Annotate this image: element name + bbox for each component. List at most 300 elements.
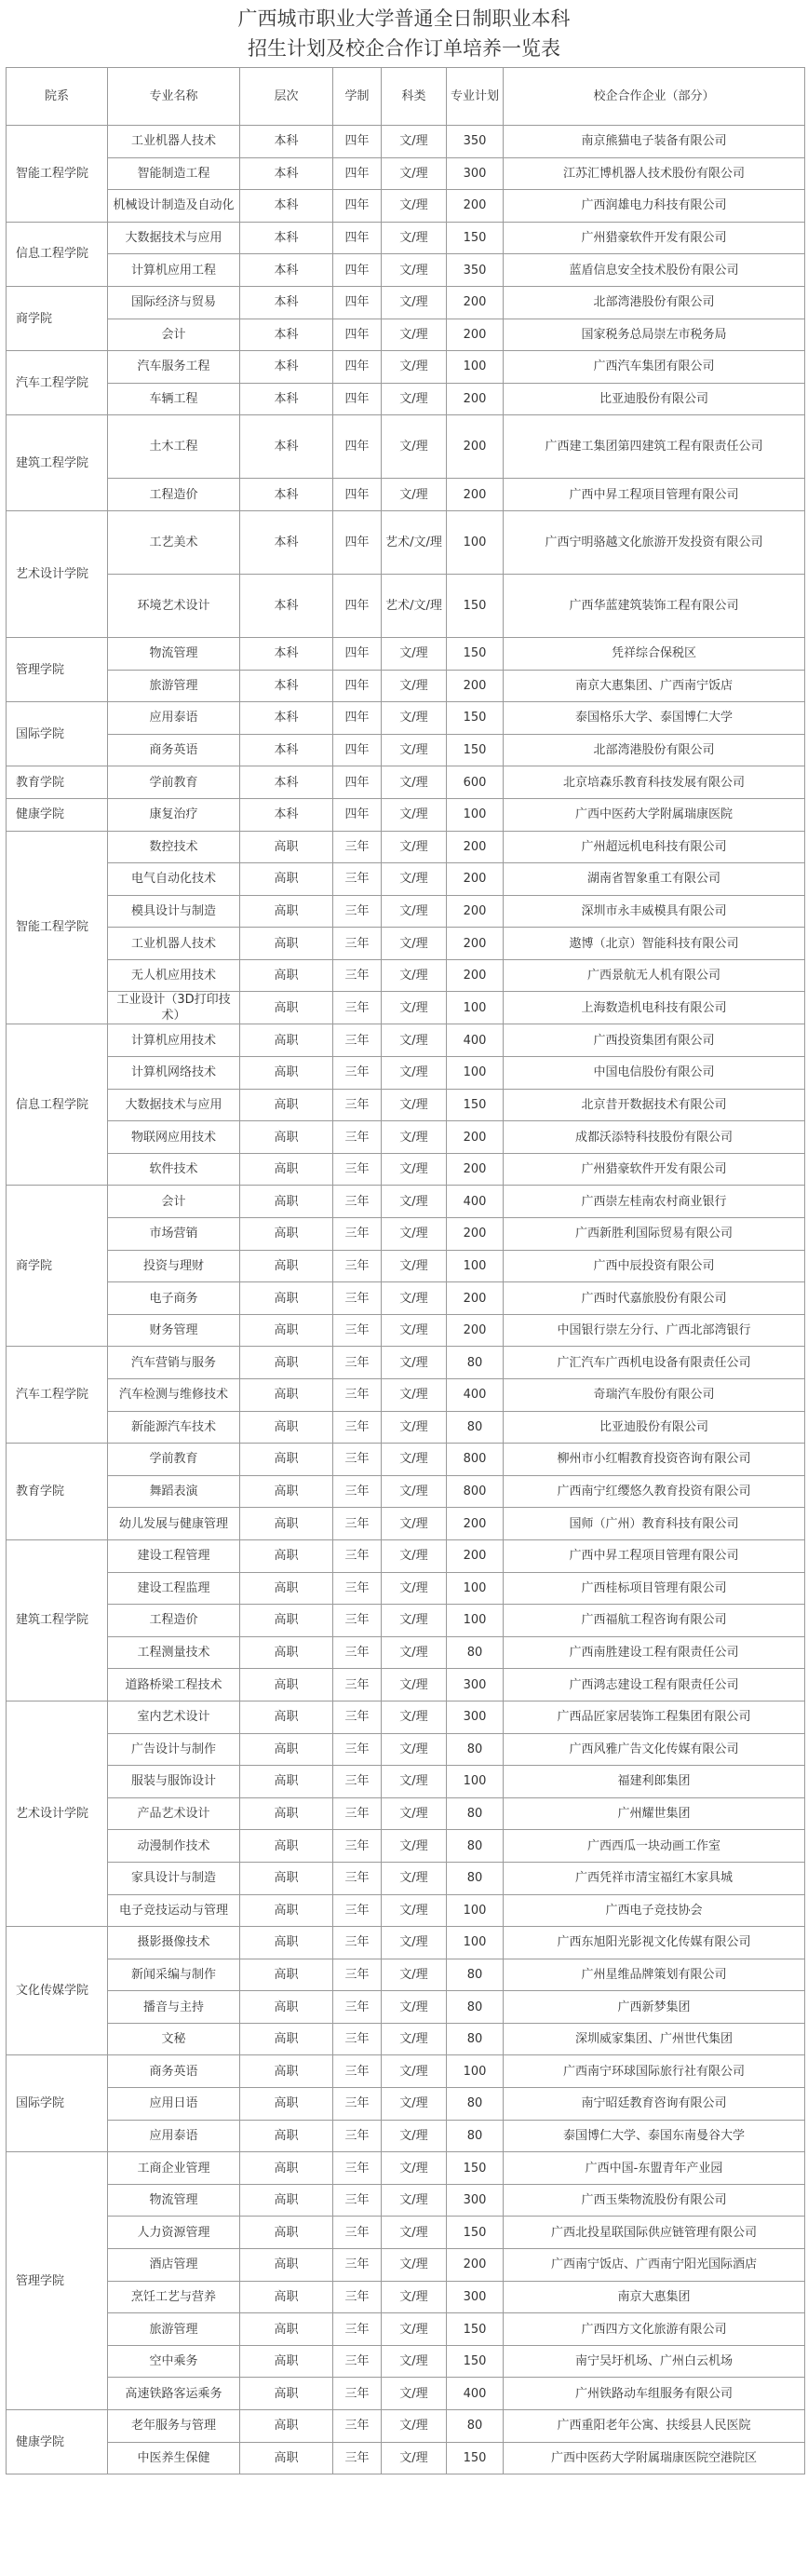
level-cell: 高职 xyxy=(240,928,333,960)
partner-cell: 广西鸿志建设工程有限责任公司 xyxy=(504,1669,805,1702)
school-cell: 教育学院 xyxy=(7,766,108,799)
category-cell: 文/理 xyxy=(382,2378,447,2410)
partner-cell: 南宁吴圩机场、广州白云机场 xyxy=(504,2345,805,2378)
level-cell: 高职 xyxy=(240,1250,333,1282)
major-cell: 应用泰语 xyxy=(108,702,240,735)
level-cell: 高职 xyxy=(240,1830,333,1863)
category-cell: 文/理 xyxy=(382,1347,447,1379)
table-row xyxy=(7,254,805,287)
table-row xyxy=(7,637,805,670)
plan-cell: 300 xyxy=(447,1669,504,1702)
category-cell: 文/理 xyxy=(382,2120,447,2152)
level-cell: 高职 xyxy=(240,1282,333,1315)
table-row xyxy=(7,351,805,384)
major-cell: 应用泰语 xyxy=(108,2120,240,2152)
duration-cell: 三年 xyxy=(333,1959,382,1991)
level-cell: 本科 xyxy=(240,126,333,158)
major-cell: 国际经济与贸易 xyxy=(108,286,240,319)
category-cell: 文/理 xyxy=(382,351,447,384)
level-cell: 高职 xyxy=(240,1797,333,1830)
table-row xyxy=(7,2023,805,2055)
duration-cell: 三年 xyxy=(333,1282,382,1315)
table-row xyxy=(7,1862,805,1894)
major-cell: 工程造价 xyxy=(108,479,240,511)
duration-cell: 三年 xyxy=(333,1089,382,1121)
table-row xyxy=(7,702,805,735)
major-cell: 康复治疗 xyxy=(108,798,240,831)
partner-cell: 蓝盾信息安全技术股份有限公司 xyxy=(504,254,805,287)
major-cell: 电子商务 xyxy=(108,1282,240,1315)
duration-cell: 三年 xyxy=(333,2410,382,2443)
duration-cell: 四年 xyxy=(333,190,382,223)
category-cell: 文/理 xyxy=(382,1991,447,2024)
plan-cell: 100 xyxy=(447,1250,504,1282)
school-cell: 智能工程学院 xyxy=(7,831,108,1024)
level-cell: 本科 xyxy=(240,702,333,735)
partner-cell: 广西南宁饭店、广西南宁阳光国际酒店 xyxy=(504,2249,805,2282)
table-row xyxy=(7,1605,805,1637)
plan-cell: 200 xyxy=(447,863,504,896)
partner-cell: 广西建工集团第四建筑工程有限责任公司 xyxy=(504,415,805,479)
major-cell: 服装与服饰设计 xyxy=(108,1766,240,1798)
plan-cell: 350 xyxy=(447,254,504,287)
major-cell: 车辆工程 xyxy=(108,383,240,415)
plan-cell: 200 xyxy=(447,959,504,992)
partner-cell: 广西品匠家居装饰工程集团有限公司 xyxy=(504,1701,805,1733)
duration-cell: 三年 xyxy=(333,831,382,863)
partner-cell: 中国银行崇左分行、广西北部湾银行 xyxy=(504,1314,805,1347)
duration-cell: 四年 xyxy=(333,319,382,351)
level-cell: 高职 xyxy=(240,1444,333,1476)
level-cell: 高职 xyxy=(240,2442,333,2474)
partner-cell: 比亚迪股份有限公司 xyxy=(504,383,805,415)
plan-cell: 100 xyxy=(447,1894,504,1927)
school-cell: 建筑工程学院 xyxy=(7,415,108,511)
duration-cell: 三年 xyxy=(333,2313,382,2346)
category-cell: 艺术/文/理 xyxy=(382,574,447,637)
plan-cell: 100 xyxy=(447,2055,504,2088)
plan-cell: 200 xyxy=(447,319,504,351)
level-cell: 高职 xyxy=(240,1186,333,1218)
plan-cell: 150 xyxy=(447,2313,504,2346)
level-cell: 高职 xyxy=(240,1701,333,1733)
plan-cell: 100 xyxy=(447,798,504,831)
duration-cell: 三年 xyxy=(333,1927,382,1959)
table-row xyxy=(7,1444,805,1476)
major-cell: 学前教育 xyxy=(108,1444,240,1476)
partner-cell: 国师（广州）教育科技有限公司 xyxy=(504,1508,805,1540)
major-cell: 工程测量技术 xyxy=(108,1636,240,1669)
category-cell: 文/理 xyxy=(382,1411,447,1444)
duration-cell: 三年 xyxy=(333,2023,382,2055)
category-cell: 文/理 xyxy=(382,1089,447,1121)
category-cell: 文/理 xyxy=(382,1508,447,1540)
table-row xyxy=(7,1539,805,1572)
table-row xyxy=(7,1379,805,1412)
category-cell: 文/理 xyxy=(382,157,447,190)
plan-cell: 80 xyxy=(447,2088,504,2121)
duration-cell: 三年 xyxy=(333,959,382,992)
partner-cell: 南京大惠集团、广西南宁饭店 xyxy=(504,670,805,702)
plan-cell: 200 xyxy=(447,383,504,415)
major-cell: 智能制造工程 xyxy=(108,157,240,190)
duration-cell: 三年 xyxy=(333,1991,382,2024)
table-row xyxy=(7,2217,805,2249)
category-cell: 文/理 xyxy=(382,1444,447,1476)
table-row xyxy=(7,2313,805,2346)
partner-cell: 广西南宁红缨悠久教育投资有限公司 xyxy=(504,1475,805,1508)
partner-cell: 奇瑞汽车股份有限公司 xyxy=(504,1379,805,1412)
major-cell: 摄影摄像技术 xyxy=(108,1927,240,1959)
plan-cell: 80 xyxy=(447,1862,504,1894)
level-cell: 高职 xyxy=(240,2410,333,2443)
category-cell: 文/理 xyxy=(382,415,447,479)
major-cell: 投资与理财 xyxy=(108,1250,240,1282)
level-cell: 高职 xyxy=(240,2378,333,2410)
category-cell: 文/理 xyxy=(382,895,447,928)
level-cell: 本科 xyxy=(240,286,333,319)
table-row xyxy=(7,1797,805,1830)
partner-cell: 广西桂标项目管理有限公司 xyxy=(504,1572,805,1605)
category-cell: 文/理 xyxy=(382,2442,447,2474)
category-cell: 文/理 xyxy=(382,2184,447,2217)
category-cell: 文/理 xyxy=(382,2088,447,2121)
plan-cell: 200 xyxy=(447,2249,504,2282)
category-cell: 文/理 xyxy=(382,798,447,831)
level-cell: 本科 xyxy=(240,319,333,351)
plan-cell: 200 xyxy=(447,1282,504,1315)
partner-cell: 广西润雄电力科技有限公司 xyxy=(504,190,805,223)
plan-cell: 100 xyxy=(447,351,504,384)
level-cell: 高职 xyxy=(240,895,333,928)
category-cell: 文/理 xyxy=(382,222,447,254)
major-cell: 市场营销 xyxy=(108,1218,240,1251)
partner-cell: 广西玉柴物流股份有限公司 xyxy=(504,2184,805,2217)
partner-cell: 广州铁路动车组服务有限公司 xyxy=(504,2378,805,2410)
category-cell: 文/理 xyxy=(382,286,447,319)
partner-cell: 北京昔开数据技术有限公司 xyxy=(504,1089,805,1121)
level-cell: 高职 xyxy=(240,1121,333,1154)
category-cell: 文/理 xyxy=(382,2152,447,2185)
level-cell: 高职 xyxy=(240,1991,333,2024)
major-cell: 建设工程监理 xyxy=(108,1572,240,1605)
level-cell: 本科 xyxy=(240,766,333,799)
table-row xyxy=(7,1701,805,1733)
level-cell: 本科 xyxy=(240,510,333,574)
table-row xyxy=(7,928,805,960)
category-cell: 文/理 xyxy=(382,1701,447,1733)
plan-cell: 150 xyxy=(447,637,504,670)
plan-cell: 200 xyxy=(447,1539,504,1572)
level-cell: 高职 xyxy=(240,1733,333,1766)
level-cell: 高职 xyxy=(240,1347,333,1379)
duration-cell: 四年 xyxy=(333,383,382,415)
major-cell: 物流管理 xyxy=(108,637,240,670)
table-row xyxy=(7,2152,805,2185)
school-cell: 健康学院 xyxy=(7,2410,108,2474)
category-cell: 文/理 xyxy=(382,190,447,223)
table-row xyxy=(7,1121,805,1154)
duration-cell: 三年 xyxy=(333,2088,382,2121)
school-cell: 国际学院 xyxy=(7,702,108,766)
category-cell: 文/理 xyxy=(382,1830,447,1863)
category-cell: 文/理 xyxy=(382,702,447,735)
plan-cell: 400 xyxy=(447,1186,504,1218)
table-row xyxy=(7,863,805,896)
plan-cell: 150 xyxy=(447,574,504,637)
plan-cell: 200 xyxy=(447,1218,504,1251)
plan-cell: 200 xyxy=(447,831,504,863)
category-cell: 文/理 xyxy=(382,831,447,863)
partner-cell: 泰国格乐大学、泰国博仁大学 xyxy=(504,702,805,735)
major-cell: 学前教育 xyxy=(108,766,240,799)
category-cell: 文/理 xyxy=(382,319,447,351)
level-cell: 高职 xyxy=(240,2281,333,2313)
page-title xyxy=(0,0,808,67)
plan-cell: 150 xyxy=(447,734,504,766)
plan-cell: 200 xyxy=(447,895,504,928)
table-row xyxy=(7,1991,805,2024)
level-cell: 高职 xyxy=(240,2313,333,2346)
partner-cell: 广西四方文化旅游有限公司 xyxy=(504,2313,805,2346)
duration-cell: 三年 xyxy=(333,1572,382,1605)
category-cell: 文/理 xyxy=(382,1475,447,1508)
duration-cell: 三年 xyxy=(333,1379,382,1412)
level-cell: 高职 xyxy=(240,831,333,863)
table-row xyxy=(7,2120,805,2152)
table-row xyxy=(7,157,805,190)
plan-cell: 400 xyxy=(447,1024,504,1057)
major-cell: 应用日语 xyxy=(108,2088,240,2121)
table-row xyxy=(7,1766,805,1798)
partner-cell: 广西电子竞技协会 xyxy=(504,1894,805,1927)
duration-cell: 三年 xyxy=(333,1347,382,1379)
duration-cell: 四年 xyxy=(333,479,382,511)
plan-cell: 80 xyxy=(447,1991,504,2024)
major-cell: 软件技术 xyxy=(108,1153,240,1186)
category-cell: 文/理 xyxy=(382,2410,447,2443)
category-cell: 艺术/文/理 xyxy=(382,510,447,574)
duration-cell: 三年 xyxy=(333,1701,382,1733)
duration-cell: 三年 xyxy=(333,2055,382,2088)
partner-cell: 广西崇左桂南农村商业银行 xyxy=(504,1186,805,1218)
plan-cell: 200 xyxy=(447,670,504,702)
table-row xyxy=(7,1347,805,1379)
header-major: 专业名称 xyxy=(108,68,240,126)
category-cell: 文/理 xyxy=(382,1057,447,1090)
table-row xyxy=(7,1250,805,1282)
table-row xyxy=(7,2088,805,2121)
duration-cell: 四年 xyxy=(333,734,382,766)
level-cell: 高职 xyxy=(240,1379,333,1412)
table-row xyxy=(7,1153,805,1186)
category-cell: 文/理 xyxy=(382,2023,447,2055)
major-cell: 旅游管理 xyxy=(108,670,240,702)
plan-cell: 80 xyxy=(447,1636,504,1669)
partner-cell: 广西中辰投资有限公司 xyxy=(504,1250,805,1282)
major-cell: 工业机器人技术 xyxy=(108,928,240,960)
partner-cell: 广西宁明骆越文化旅游开发投资有限公司 xyxy=(504,510,805,574)
partner-cell: 成都沃添特科技股份有限公司 xyxy=(504,1121,805,1154)
level-cell: 高职 xyxy=(240,2120,333,2152)
level-cell: 本科 xyxy=(240,383,333,415)
table-body xyxy=(7,126,805,2474)
category-cell: 文/理 xyxy=(382,2345,447,2378)
plan-cell: 200 xyxy=(447,415,504,479)
plan-cell: 200 xyxy=(447,479,504,511)
level-cell: 高职 xyxy=(240,1153,333,1186)
partner-cell: 南京大惠集团 xyxy=(504,2281,805,2313)
table-row xyxy=(7,1959,805,1991)
table-row xyxy=(7,286,805,319)
duration-cell: 三年 xyxy=(333,1830,382,1863)
title-line-2: 招生计划及校企合作订单培养一览表 xyxy=(248,37,560,60)
category-cell: 文/理 xyxy=(382,1024,447,1057)
duration-cell: 四年 xyxy=(333,510,382,574)
level-cell: 本科 xyxy=(240,479,333,511)
level-cell: 高职 xyxy=(240,1572,333,1605)
major-cell: 数控技术 xyxy=(108,831,240,863)
major-cell: 计算机应用技术 xyxy=(108,1024,240,1057)
category-cell: 文/理 xyxy=(382,126,447,158)
partner-cell: 南宁昭廷教育咨询有限公司 xyxy=(504,2088,805,2121)
major-cell: 工业设计（3D打印技术） xyxy=(108,992,240,1024)
category-cell: 文/理 xyxy=(382,1669,447,1702)
major-cell: 高速铁路客运乘务 xyxy=(108,2378,240,2410)
major-cell: 人力资源管理 xyxy=(108,2217,240,2249)
duration-cell: 三年 xyxy=(333,2120,382,2152)
category-cell: 文/理 xyxy=(382,928,447,960)
plan-cell: 200 xyxy=(447,190,504,223)
partner-cell: 凭祥综合保税区 xyxy=(504,637,805,670)
duration-cell: 四年 xyxy=(333,351,382,384)
school-cell: 建筑工程学院 xyxy=(7,1539,108,1701)
plan-cell: 150 xyxy=(447,222,504,254)
plan-cell: 200 xyxy=(447,1121,504,1154)
header-plan: 专业计划 xyxy=(447,68,504,126)
plan-cell: 350 xyxy=(447,126,504,158)
category-cell: 文/理 xyxy=(382,2217,447,2249)
category-cell: 文/理 xyxy=(382,479,447,511)
major-cell: 广告设计与制作 xyxy=(108,1733,240,1766)
table-row xyxy=(7,1057,805,1090)
header-partner: 校企合作企业（部分） xyxy=(504,68,805,126)
major-cell: 家具设计与制造 xyxy=(108,1862,240,1894)
major-cell: 会计 xyxy=(108,1186,240,1218)
category-cell: 文/理 xyxy=(382,1862,447,1894)
partner-cell: 柳州市小红帽教育投资咨询有限公司 xyxy=(504,1444,805,1476)
level-cell: 高职 xyxy=(240,1894,333,1927)
duration-cell: 四年 xyxy=(333,254,382,287)
plan-cell: 300 xyxy=(447,157,504,190)
duration-cell: 三年 xyxy=(333,2152,382,2185)
table-row xyxy=(7,1636,805,1669)
duration-cell: 四年 xyxy=(333,126,382,158)
major-cell: 环境艺术设计 xyxy=(108,574,240,637)
partner-cell: 上海数造机电科技有限公司 xyxy=(504,992,805,1024)
level-cell: 高职 xyxy=(240,1024,333,1057)
table-row xyxy=(7,2184,805,2217)
partner-cell: 广州猎豪软件开发有限公司 xyxy=(504,1153,805,1186)
category-cell: 文/理 xyxy=(382,1959,447,1991)
major-cell: 幼儿发展与健康管理 xyxy=(108,1508,240,1540)
partner-cell: 江苏汇博机器人技术股份有限公司 xyxy=(504,157,805,190)
table-row xyxy=(7,1089,805,1121)
duration-cell: 三年 xyxy=(333,1862,382,1894)
partner-cell: 广西南宁环球国际旅行社有限公司 xyxy=(504,2055,805,2088)
major-cell: 物流管理 xyxy=(108,2184,240,2217)
major-cell: 计算机应用工程 xyxy=(108,254,240,287)
duration-cell: 三年 xyxy=(333,1733,382,1766)
plan-cell: 800 xyxy=(447,1475,504,1508)
table-row xyxy=(7,1669,805,1702)
plan-cell: 400 xyxy=(447,2378,504,2410)
category-cell: 文/理 xyxy=(382,1636,447,1669)
table-row xyxy=(7,2345,805,2378)
level-cell: 高职 xyxy=(240,2345,333,2378)
partner-cell: 广西汽车集团有限公司 xyxy=(504,351,805,384)
level-cell: 高职 xyxy=(240,1314,333,1347)
partner-cell: 广汇汽车广西机电设备有限责任公司 xyxy=(504,1347,805,1379)
partner-cell: 湖南省智象重工有限公司 xyxy=(504,863,805,896)
plan-cell: 200 xyxy=(447,1508,504,1540)
table-row xyxy=(7,798,805,831)
plan-cell: 80 xyxy=(447,1411,504,1444)
header-school: 院系 xyxy=(7,68,108,126)
partner-cell: 广西中昇工程项目管理有限公司 xyxy=(504,1539,805,1572)
category-cell: 文/理 xyxy=(382,1250,447,1282)
table-row xyxy=(7,1572,805,1605)
category-cell: 文/理 xyxy=(382,734,447,766)
category-cell: 文/理 xyxy=(382,2055,447,2088)
table-row xyxy=(7,1218,805,1251)
partner-cell: 广西风雅广告文化传媒有限公司 xyxy=(504,1733,805,1766)
duration-cell: 三年 xyxy=(333,2442,382,2474)
category-cell: 文/理 xyxy=(382,1766,447,1798)
plan-cell: 150 xyxy=(447,2442,504,2474)
header-duration: 学制 xyxy=(333,68,382,126)
category-cell: 文/理 xyxy=(382,383,447,415)
partner-cell: 广西时代嘉旅股份有限公司 xyxy=(504,1282,805,1315)
level-cell: 高职 xyxy=(240,1475,333,1508)
plan-cell: 200 xyxy=(447,928,504,960)
duration-cell: 三年 xyxy=(333,1121,382,1154)
partner-cell: 广西重阳老年公寓、扶绥县人民医院 xyxy=(504,2410,805,2443)
level-cell: 本科 xyxy=(240,798,333,831)
table-row xyxy=(7,1411,805,1444)
plan-cell: 800 xyxy=(447,1444,504,1476)
level-cell: 高职 xyxy=(240,1218,333,1251)
major-cell: 舞蹈表演 xyxy=(108,1475,240,1508)
category-cell: 文/理 xyxy=(382,1282,447,1315)
major-cell: 土木工程 xyxy=(108,415,240,479)
partner-cell: 广西华蓝建筑装饰工程有限公司 xyxy=(504,574,805,637)
major-cell: 汽车服务工程 xyxy=(108,351,240,384)
partner-cell: 广西北投星联国际供应链管理有限公司 xyxy=(504,2217,805,2249)
major-cell: 物联网应用技术 xyxy=(108,1121,240,1154)
duration-cell: 三年 xyxy=(333,1250,382,1282)
duration-cell: 三年 xyxy=(333,1605,382,1637)
major-cell: 财务管理 xyxy=(108,1314,240,1347)
level-cell: 本科 xyxy=(240,670,333,702)
plan-cell: 600 xyxy=(447,766,504,799)
table-row xyxy=(7,1024,805,1057)
partner-cell: 广西福航工程咨询有限公司 xyxy=(504,1605,805,1637)
table-row xyxy=(7,222,805,254)
major-cell: 大数据技术与应用 xyxy=(108,222,240,254)
plan-cell: 200 xyxy=(447,286,504,319)
table-row xyxy=(7,1186,805,1218)
